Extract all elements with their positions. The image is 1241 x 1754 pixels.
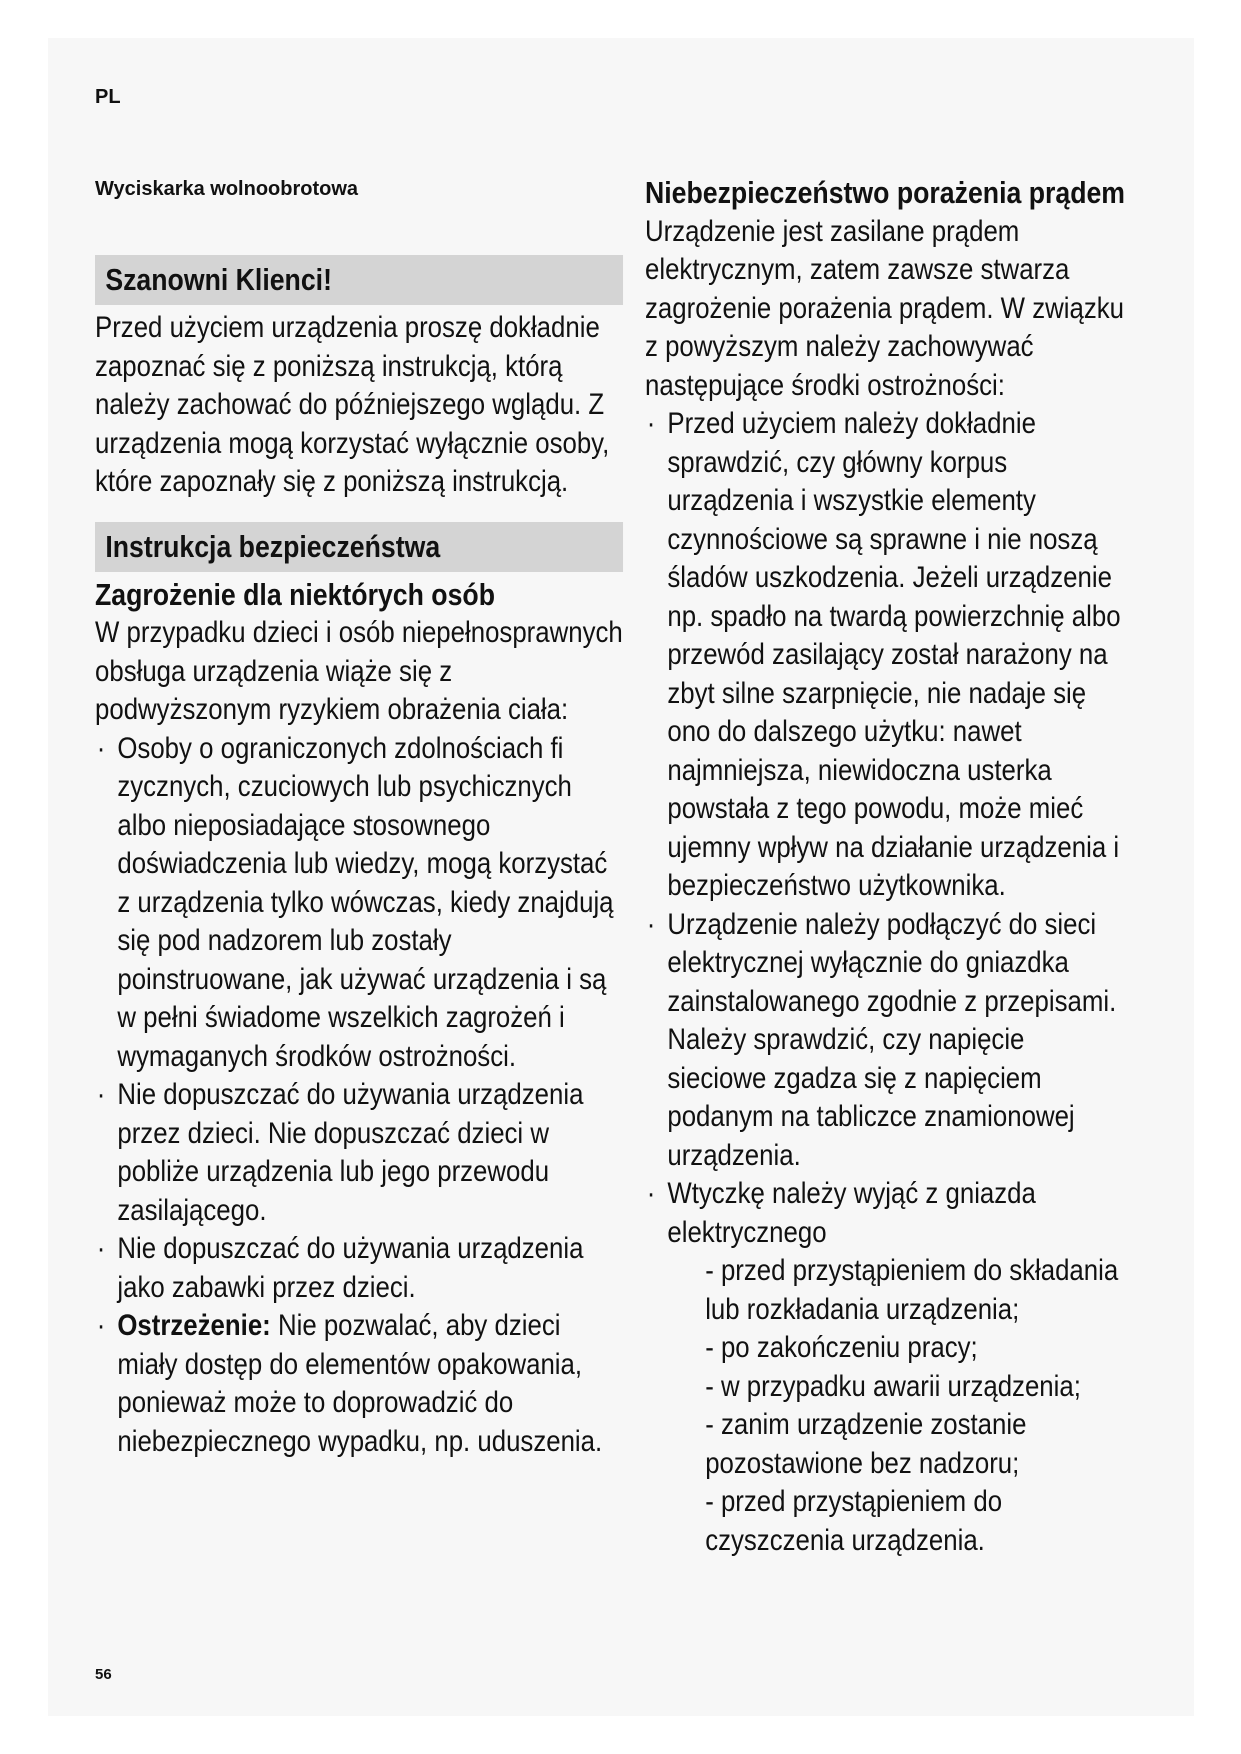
risk-intro: W przypadku dzieci i osób niepełnosprawnych obsługa urządzenia wiąże się z podwyższonym ryzykiem obrażenia ciała:	[95, 616, 623, 726]
bullet-icon: ·	[646, 407, 656, 440]
list-item	[95, 1230, 623, 1307]
bullet-text: Wtyczkę należy wyjąć z gniazda elektrycznego	[667, 1177, 1036, 1249]
list-item	[95, 1307, 623, 1461]
bullet-icon: ·	[646, 907, 656, 941]
bullet-text: Przed użyciem należy dokładnie sprawdzić, czy główny korpus urządzenia i wszystkie elementy czynnościowe są sprawne i nie noszą śladów uszkodzenia. Jeżeli urządzenie np. spadło na twardą powierzchnię albo przewód zasilający został narażony na zbyt silne szarpnięcie, nie nadaje się ono do dalszego użytku: nawet najmniejsza, niewidoczna usterka powstała z tego powodu, może mieć ujemny wpływ na działanie urządzenia i bezpieczeństwo użytkownika.	[667, 407, 1121, 902]
risk-heading: Zagrożenie dla niektórych osób	[95, 576, 495, 612]
risk-bullet-list	[95, 730, 623, 1462]
greeting-title: Szanowni Klienci!	[95, 255, 623, 305]
bullet-icon: ·	[96, 1309, 106, 1342]
product-subtitle: Wyciskarka wolnoobrotowa	[95, 178, 359, 200]
bullet-text: Osoby o ograniczonych zdolnościach fi zycznych, czuciowych lub psychicznych albo nieposiadające stosownego doświadczenia lub wiedzy, mogą korzystać z urządzenia tylko wówczas, kiedy znajdują się pod nadzorem lub zostały poinstruowane, jak używać urządzenia i są w pełni świadome wszelkich zagrożeń i wymaganych środków ostrożności.	[117, 731, 614, 1073]
bullet-icon: ·	[96, 1078, 106, 1111]
page-number: 56	[95, 1666, 112, 1683]
language-code: PL	[95, 86, 121, 108]
bullet-icon: ·	[96, 731, 106, 765]
list-item: - po zakończeniu pracy;	[705, 1331, 978, 1364]
left-column	[95, 255, 623, 1461]
list-item: - przed przystąpieniem do składania lub rozkładania urządzenia;	[705, 1254, 1119, 1326]
safety-title: Instrukcja bezpieczeństwa	[95, 522, 623, 572]
list-item	[95, 1076, 623, 1230]
greeting-text: Przed użyciem urządzenia proszę dokładnie zapoznać się z poniższą instrukcją, którą należy zachować do późniejszego wglądu. Z urządzenia mogą korzystać wyłącznie osoby, które zapoznały się z poniższą instrukcją.	[95, 311, 610, 498]
list-item	[645, 405, 1127, 906]
list-item: - przed przystąpieniem do czyszczenia urządzenia.	[705, 1485, 1003, 1557]
shock-heading: Niebezpieczeństwo porażenia prądem	[645, 175, 1126, 210]
bullet-text: Nie dopuszczać do używania urządzenia przez dzieci. Nie dopuszczać dzieci w pobliże urządzenia lub jego przewodu zasilającego.	[117, 1078, 584, 1227]
list-item	[645, 906, 1127, 1176]
list-item: - w przypadku awarii urządzenia;	[705, 1369, 1081, 1403]
bullet-text: Nie dopuszczać do używania urządzenia jako zabawki przez dzieci.	[117, 1232, 584, 1304]
list-item	[95, 730, 623, 1077]
right-column	[645, 174, 1127, 1560]
bullet-icon: ·	[646, 1177, 656, 1210]
warning-text: Nie pozwalać, aby dzieci miały dostęp do elementów opakowania, ponieważ może to doprowadzić do niebezpiecznego wypadku, np. uduszenia.	[117, 1309, 603, 1458]
bullet-text: Urządzenie należy podłączyć do sieci elektrycznej wyłącznie do gniazdka zainstalowanego zgodnie z przepisami. Należy sprawdzić, czy napięcie sieciowe zgadza się z napięciem podanym na tabliczce znamionowej urządzenia.	[667, 907, 1117, 1172]
shock-intro: Urządzenie jest zasilane prądem elektrycznym, zatem zawsze stwarza zagrożenie porażenia prądem. W związku z powyższym należy zachowywać następujące środki ostrożności:	[645, 214, 1124, 402]
list-item	[645, 1175, 1127, 1560]
shock-bullet-list	[645, 405, 1127, 1560]
bullet-icon: ·	[96, 1232, 106, 1265]
unplug-list	[667, 1252, 1126, 1560]
warning-label: Ostrzeżenie:	[117, 1309, 271, 1342]
list-item: - zanim urządzenie zostanie pozostawione bez nadzoru;	[705, 1408, 1027, 1480]
